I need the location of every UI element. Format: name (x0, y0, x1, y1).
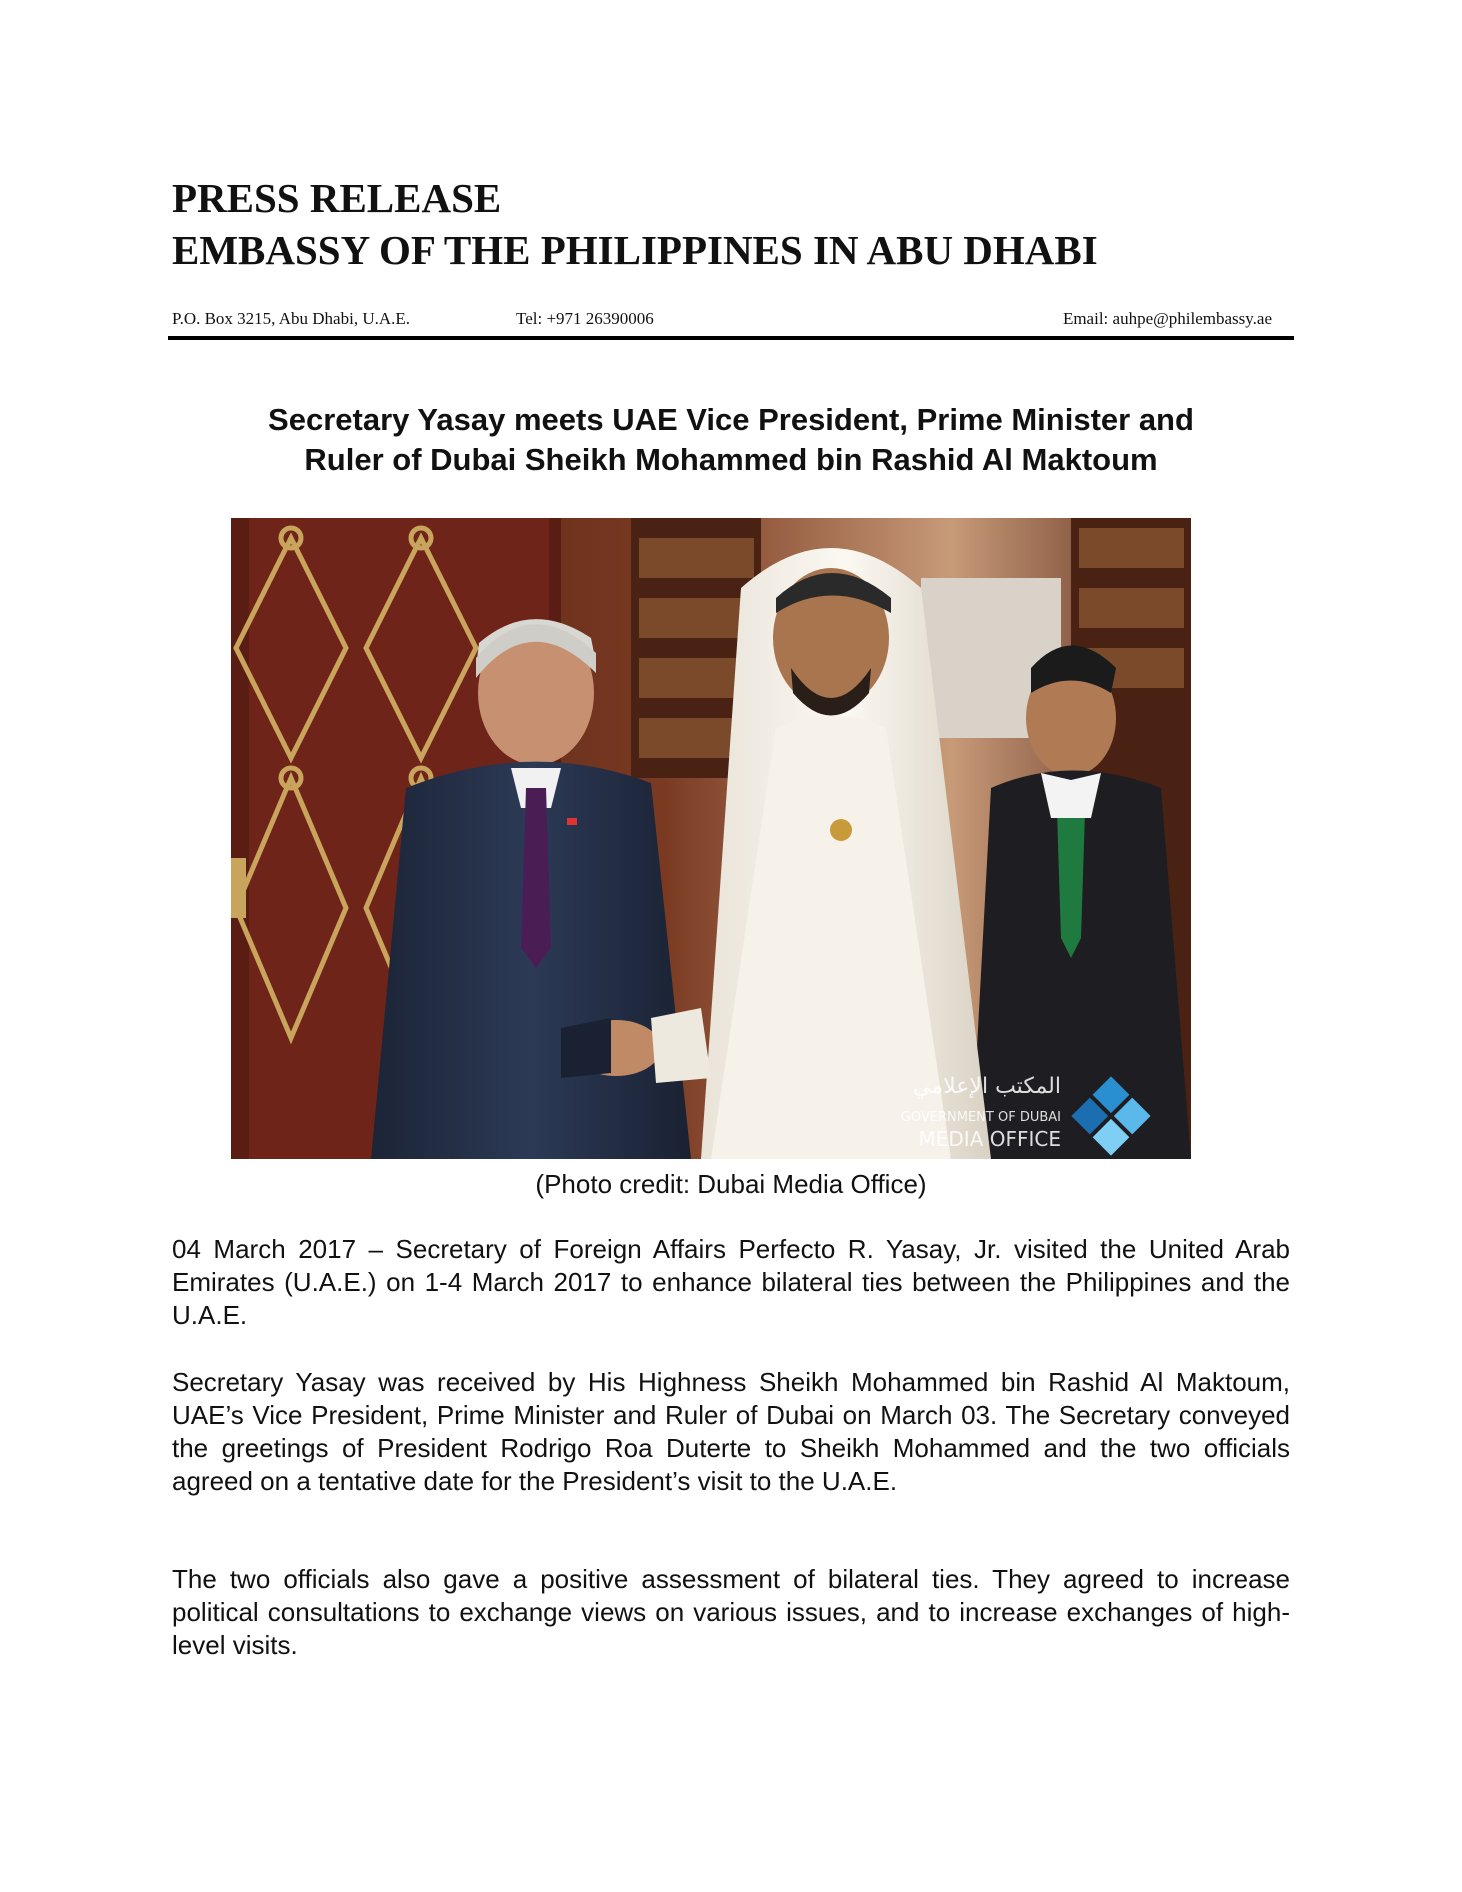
paragraph-3: The two officials also gave a positive assessment of bilateral ties. They agreed to increase political consultations to exchange views on various issues, and to increase exchanges of high-level visits. (172, 1564, 1290, 1660)
watermark-arabic: المكتب الإعلامي (913, 1074, 1061, 1099)
letterhead-line-2: EMBASSY OF THE PHILIPPINES IN ABU DHABI (172, 227, 1098, 273)
watermark-line-2: GOVERNMENT OF DUBAI (900, 1110, 1061, 1125)
photo-caption: (Photo credit: Dubai Media Office) (535, 1169, 927, 1199)
address-text: P.O. Box 3215, Abu Dhabi, U.A.E. (172, 309, 411, 328)
letterhead-title (172, 172, 1322, 276)
telephone-text: Tel: +971 26390006 (516, 309, 654, 328)
headline-line-2: Ruler of Dubai Sheikh Mohammed bin Rashid Al Maktoum (304, 442, 1158, 477)
watermark-line-3: MEDIA OFFICE (918, 1127, 1061, 1151)
news-photo (231, 518, 1191, 1159)
paragraph-1: 04 March 2017 – Secretary of Foreign Affairs Perfecto R. Yasay, Jr. visited the United Arab Emirates (U.A.E.) on 1-4 March 2017 to enhance bilateral ties between the Philippines and the U.A.E. (172, 1234, 1290, 1330)
headline-line-1: Secretary Yasay meets UAE Vice President, Prime Minister and (268, 402, 1194, 437)
letterhead-line-1: PRESS RELEASE (172, 175, 502, 221)
paragraph-2: Secretary Yasay was received by His Highness Sheikh Mohammed bin Rashid Al Maktoum, UAE’s Vice President, Prime Minister and Ruler of Dubai on March 03. The Secretary conveyed the greetings of President Rodrigo Roa Duterte to Sheikh Mohammed and the two officials agreed on a tentative date for the President’s visit to the U.A.E. (172, 1367, 1290, 1496)
email-text: Email: auhpe@philembassy.ae (1062, 309, 1272, 328)
header-rule (168, 336, 1294, 340)
headline (172, 400, 1290, 480)
contact-row (172, 309, 1272, 333)
